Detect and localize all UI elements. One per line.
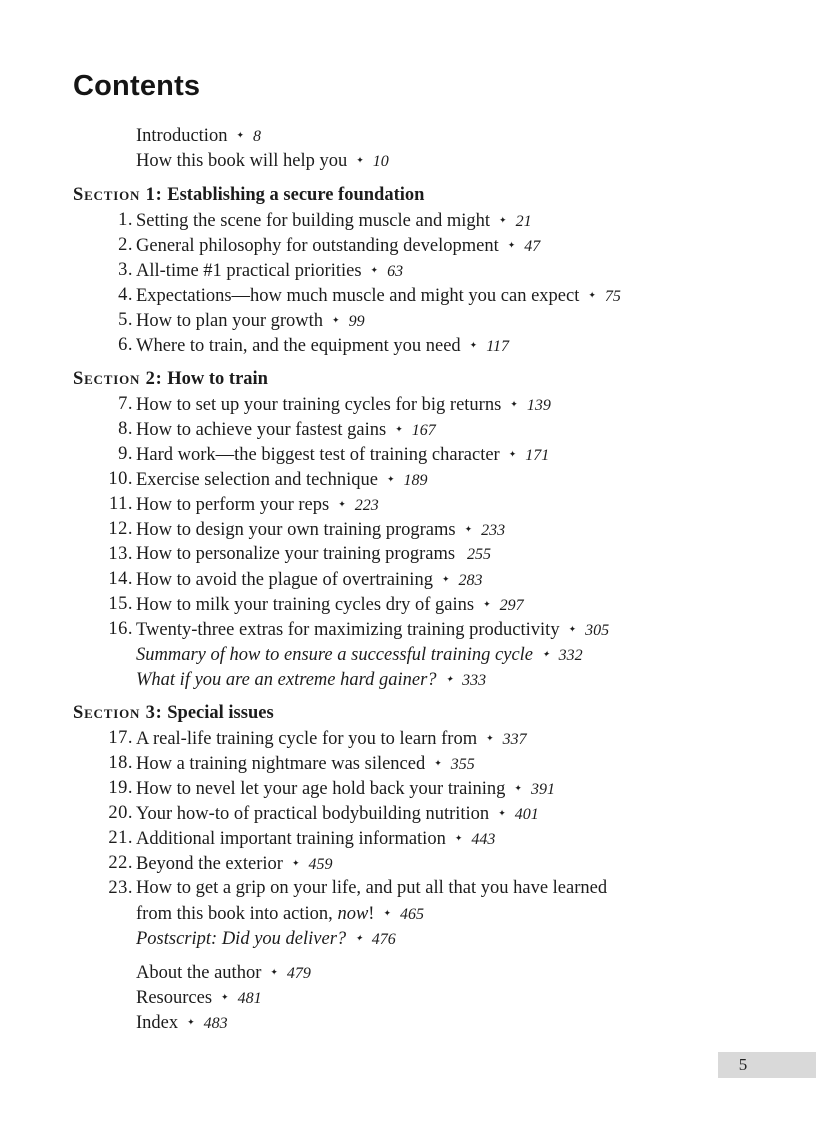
chapter-number: 23. <box>108 878 133 898</box>
chapter-number: 21. <box>108 828 133 848</box>
toc-entry-introduction[interactable]: Introduction ✦ 8 <box>136 126 261 146</box>
toc-entry[interactable]: How to set up your training cycles for big returns ✦ 139 <box>136 395 551 415</box>
diamond-separator-icon: ✦ <box>445 674 454 684</box>
toc-entry[interactable]: All-time #1 practical priorities ✦ 63 <box>136 261 404 281</box>
toc-entry-about-author[interactable]: About the author ✦ 479 <box>136 963 311 983</box>
chapter-number: 19. <box>108 778 133 798</box>
toc-entry[interactable]: How to achieve your fastest gains ✦ 167 <box>136 420 436 440</box>
toc-entry[interactable]: Hard work—the biggest test of training character ✦ 171 <box>136 445 550 465</box>
diamond-separator-icon: ✦ <box>332 315 340 325</box>
diamond-separator-icon: ✦ <box>434 758 442 768</box>
diamond-separator-icon: ✦ <box>568 624 577 634</box>
page-number-tab <box>718 1052 816 1078</box>
chapter-number: 6. <box>118 335 133 355</box>
page-ref: 233 <box>481 522 506 539</box>
page-ref: 401 <box>514 806 539 823</box>
toc-entry[interactable]: How to get a grip on your life, and put all that you have learned <box>136 878 608 898</box>
diamond-separator-icon: ✦ <box>395 424 403 434</box>
chapter-number: 14. <box>108 569 133 589</box>
chapter-number: 4. <box>118 285 133 305</box>
section-heading-3: Section 3: Special issues <box>73 703 274 723</box>
toc-entry-how-this-book[interactable]: How this book will help you ✦ 10 <box>136 151 389 171</box>
page-ref: 99 <box>348 313 365 330</box>
diamond-separator-icon: ✦ <box>187 1017 195 1027</box>
diamond-separator-icon: ✦ <box>454 833 463 843</box>
chapter-number: 9. <box>118 444 133 464</box>
toc-entry[interactable]: How to design your own training programs ✦ 233 <box>136 520 506 540</box>
chapter-number: 18. <box>108 753 133 773</box>
page-ref: 476 <box>371 931 396 948</box>
diamond-separator-icon: ✦ <box>486 733 494 743</box>
chapter-number: 13. <box>108 544 133 564</box>
chapter-number: 11. <box>109 494 133 514</box>
toc-entry[interactable]: How to plan your growth ✦ 99 <box>136 311 365 331</box>
page-ref: 297 <box>499 597 524 614</box>
toc-entry[interactable]: General philosophy for outstanding development ✦ 47 <box>136 236 541 256</box>
page-ref: 391 <box>530 781 555 798</box>
chapter-number: 15. <box>108 594 133 614</box>
chapter-number: 2. <box>118 235 133 255</box>
diamond-separator-icon: ✦ <box>514 783 522 793</box>
toc-extra-entry[interactable]: Summary of how to ensure a successful training cycle ✦ 332 <box>136 645 583 665</box>
page-ref: 255 <box>467 546 492 563</box>
chapter-number: 5. <box>118 310 133 330</box>
diamond-separator-icon: ✦ <box>483 599 491 609</box>
diamond-separator-icon: ✦ <box>499 215 507 225</box>
diamond-separator-icon: ✦ <box>469 340 478 350</box>
chapter-number: 7. <box>118 394 133 414</box>
toc-entry-resources[interactable]: Resources ✦ 481 <box>136 988 262 1008</box>
page-ref: 337 <box>502 731 527 748</box>
page-number: 5 <box>738 1055 748 1074</box>
page-ref: 481 <box>237 990 262 1007</box>
toc-entry[interactable]: Setting the scene for building muscle and might ✦ 21 <box>136 211 532 231</box>
diamond-separator-icon: ✦ <box>291 858 300 868</box>
page-ref: 283 <box>458 572 483 589</box>
chapter-number: 1. <box>118 210 133 230</box>
toc-entry-continuation[interactable]: from this book into action, now! ✦ 465 <box>136 904 424 924</box>
diamond-separator-icon: ✦ <box>355 933 363 943</box>
chapter-number: 10. <box>108 469 133 489</box>
page-ref: 8 <box>253 128 261 145</box>
chapter-number: 22. <box>108 853 133 873</box>
chapter-number: 20. <box>108 803 133 823</box>
page-ref: 443 <box>471 831 496 848</box>
section-heading-2: Section 2: How to train <box>73 369 268 389</box>
page-ref: 10 <box>372 153 389 170</box>
diamond-separator-icon: ✦ <box>338 499 346 509</box>
diamond-separator-icon: ✦ <box>236 130 244 140</box>
toc-entry[interactable]: How to nevel let your age hold back your training ✦ 391 <box>136 779 555 799</box>
page-ref: 167 <box>411 422 436 439</box>
diamond-separator-icon: ✦ <box>441 574 450 584</box>
diamond-separator-icon: ✦ <box>588 290 596 300</box>
toc-entry[interactable]: Your how-to of practical bodybuilding nutrition ✦ 401 <box>136 804 539 824</box>
toc-entry[interactable]: How to perform your reps ✦ 223 <box>136 495 379 515</box>
diamond-separator-icon: ✦ <box>464 524 473 534</box>
diamond-separator-icon: ✦ <box>498 808 506 818</box>
toc-entry[interactable]: Where to train, and the equipment you need ✦ 117 <box>136 336 510 356</box>
page-title: Contents <box>73 70 201 102</box>
diamond-separator-icon: ✦ <box>510 399 518 409</box>
toc-entry[interactable]: How to avoid the plague of overtraining ✦ 283 <box>136 570 483 590</box>
toc-entry[interactable]: Expectations—how much muscle and might you can expect ✦ 75 <box>136 286 621 306</box>
diamond-separator-icon: ✦ <box>383 908 391 918</box>
toc-extra-entry[interactable]: Postscript: Did you deliver? ✦ 476 <box>136 929 396 949</box>
chapter-number: 12. <box>108 519 133 539</box>
toc-entry[interactable]: Beyond the exterior ✦ 459 <box>136 854 333 874</box>
page-ref: 332 <box>558 647 583 664</box>
diamond-separator-icon: ✦ <box>507 240 516 250</box>
page-ref: 21 <box>515 213 532 230</box>
chapter-number: 8. <box>118 419 133 439</box>
toc-entry[interactable]: How to milk your training cycles dry of gains ✦ 297 <box>136 595 524 615</box>
page-ref: 47 <box>524 238 541 255</box>
toc-entry[interactable]: How to personalize your training programs 255 <box>136 544 492 564</box>
page-ref: 189 <box>403 472 428 489</box>
toc-entry[interactable]: Additional important training information ✦ 443 <box>136 829 496 849</box>
page-ref: 75 <box>604 288 621 305</box>
toc-entry[interactable]: Twenty-three extras for maximizing training productivity ✦ 305 <box>136 620 610 640</box>
toc-extra-entry[interactable]: What if you are an extreme hard gainer? ✦ 333 <box>136 670 487 690</box>
diamond-separator-icon: ✦ <box>386 474 395 484</box>
diamond-separator-icon: ✦ <box>508 449 517 459</box>
toc-entry[interactable]: A real-life training cycle for you to learn from ✦ 337 <box>136 729 527 749</box>
page-ref: 63 <box>387 263 404 280</box>
page-ref: 479 <box>286 965 311 982</box>
diamond-separator-icon: ✦ <box>270 967 278 977</box>
diamond-separator-icon: ✦ <box>542 649 550 659</box>
page-ref: 465 <box>400 906 424 923</box>
page-ref: 171 <box>525 447 550 464</box>
chapter-number: 17. <box>108 728 133 748</box>
toc-entry[interactable]: Exercise selection and technique ✦ 189 <box>136 470 428 490</box>
toc-entry[interactable]: How a training nightmare was silenced ✦ 355 <box>136 754 475 774</box>
page-ref: 223 <box>354 497 379 514</box>
page-ref: 333 <box>462 672 487 689</box>
chapter-number: 3. <box>118 260 133 280</box>
page-ref: 117 <box>486 338 510 355</box>
diamond-separator-icon: ✦ <box>221 992 229 1002</box>
diamond-separator-icon: ✦ <box>370 265 379 275</box>
section-heading-1: Section 1: Establishing a secure foundation <box>73 185 425 205</box>
chapter-number: 16. <box>108 619 133 639</box>
page-ref: 483 <box>203 1015 228 1032</box>
page-ref: 355 <box>450 756 475 773</box>
page-ref: 305 <box>585 622 610 639</box>
page-ref: 459 <box>308 856 333 873</box>
page-ref: 139 <box>526 397 551 414</box>
toc-entry-index[interactable]: Index ✦ 483 <box>136 1013 228 1033</box>
diamond-separator-icon: ✦ <box>356 155 364 165</box>
